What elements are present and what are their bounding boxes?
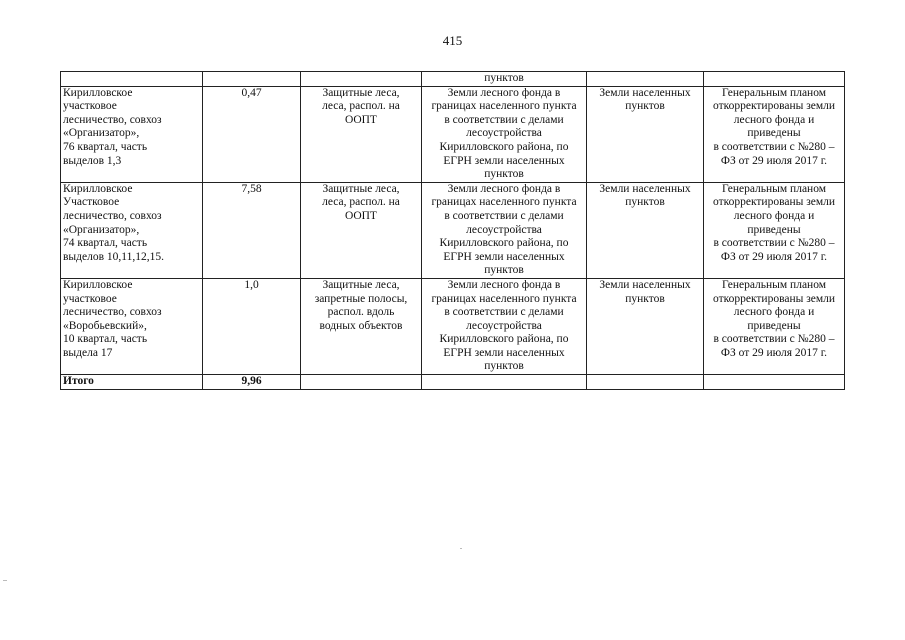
cont-purpose-text: пунктов	[484, 72, 524, 84]
basis-cell: Генеральным планом откорректированы земли лесного фонда и приведены в соответствии с №280 – ФЗ от 29 июля 2017 г.	[712, 278, 836, 359]
land-table	[60, 71, 845, 390]
purpose-cell: Земли лесного фонда в границах населенного пункта в соответствии с делами лесоустройства Кирилловского района, по ЕГРН земли населенных пунктов	[431, 182, 577, 277]
location-cell: Кирилловское участковое лесничество, совхоз «Организатор», 76 квартал, часть выделов 1,3	[63, 86, 162, 167]
location-cell: Кирилловское Участковое лесничество, совхоз «Организатор», 74 квартал, часть выделов 10,11,12,15.	[63, 182, 164, 263]
category-cell: Защитные леса, леса, распол. на ООПТ	[322, 86, 400, 126]
cont-new-category-cell	[587, 72, 704, 87]
purpose-cell: Земли лесного фонда в границах населенного пункта в соответствии с делами лесоустройства Кирилловского района, по ЕГРН земли населенных пунктов	[431, 278, 577, 373]
new-category-cell: Земли населенных пунктов	[599, 278, 691, 305]
total-empty-cell	[587, 375, 704, 390]
total-label: Итого	[63, 375, 94, 388]
category-cell: Защитные леса, леса, распол. на ООПТ	[322, 182, 400, 222]
table-row	[61, 278, 845, 374]
scan-speck	[460, 548, 462, 549]
cont-basis-cell	[704, 72, 845, 87]
table-row	[61, 86, 845, 182]
new-category-cell: Земли населенных пунктов	[599, 86, 691, 113]
category-cell: Защитные леса, запретные полосы, распол. вдоль водных объектов	[314, 278, 408, 332]
total-area: 9,96	[241, 375, 262, 388]
area-cell: 0,47	[241, 86, 262, 99]
continuation-row	[61, 72, 845, 87]
scan-speck	[3, 580, 7, 581]
total-row	[61, 375, 845, 390]
location-cell: Кирилловское участковое лесничество, совхоз «Воробьевский», 10 квартал, часть выдела 17	[63, 278, 162, 359]
cont-category-cell	[301, 72, 422, 87]
total-empty-cell	[422, 375, 587, 390]
table-row	[61, 182, 845, 278]
new-category-cell: Земли населенных пунктов	[599, 182, 691, 209]
purpose-cell: Земли лесного фонда в границах населенного пункта в соответствии с делами лесоустройства Кирилловского района, по ЕГРН земли населенных пунктов	[431, 86, 577, 181]
total-empty-cell	[704, 375, 845, 390]
area-cell: 1,0	[244, 278, 259, 291]
cont-purpose-cell	[422, 72, 587, 87]
cont-location-cell	[61, 72, 203, 87]
basis-cell: Генеральным планом откорректированы земли лесного фонда и приведены в соответствии с №280 – ФЗ от 29 июля 2017 г.	[712, 86, 836, 167]
basis-cell: Генеральным планом откорректированы земли лесного фонда и приведены в соответствии с №280 – ФЗ от 29 июля 2017 г.	[712, 182, 836, 263]
area-cell: 7,58	[241, 182, 262, 195]
page-number: 415	[442, 33, 463, 48]
total-empty-cell	[301, 375, 422, 390]
cont-area-cell	[203, 72, 301, 87]
